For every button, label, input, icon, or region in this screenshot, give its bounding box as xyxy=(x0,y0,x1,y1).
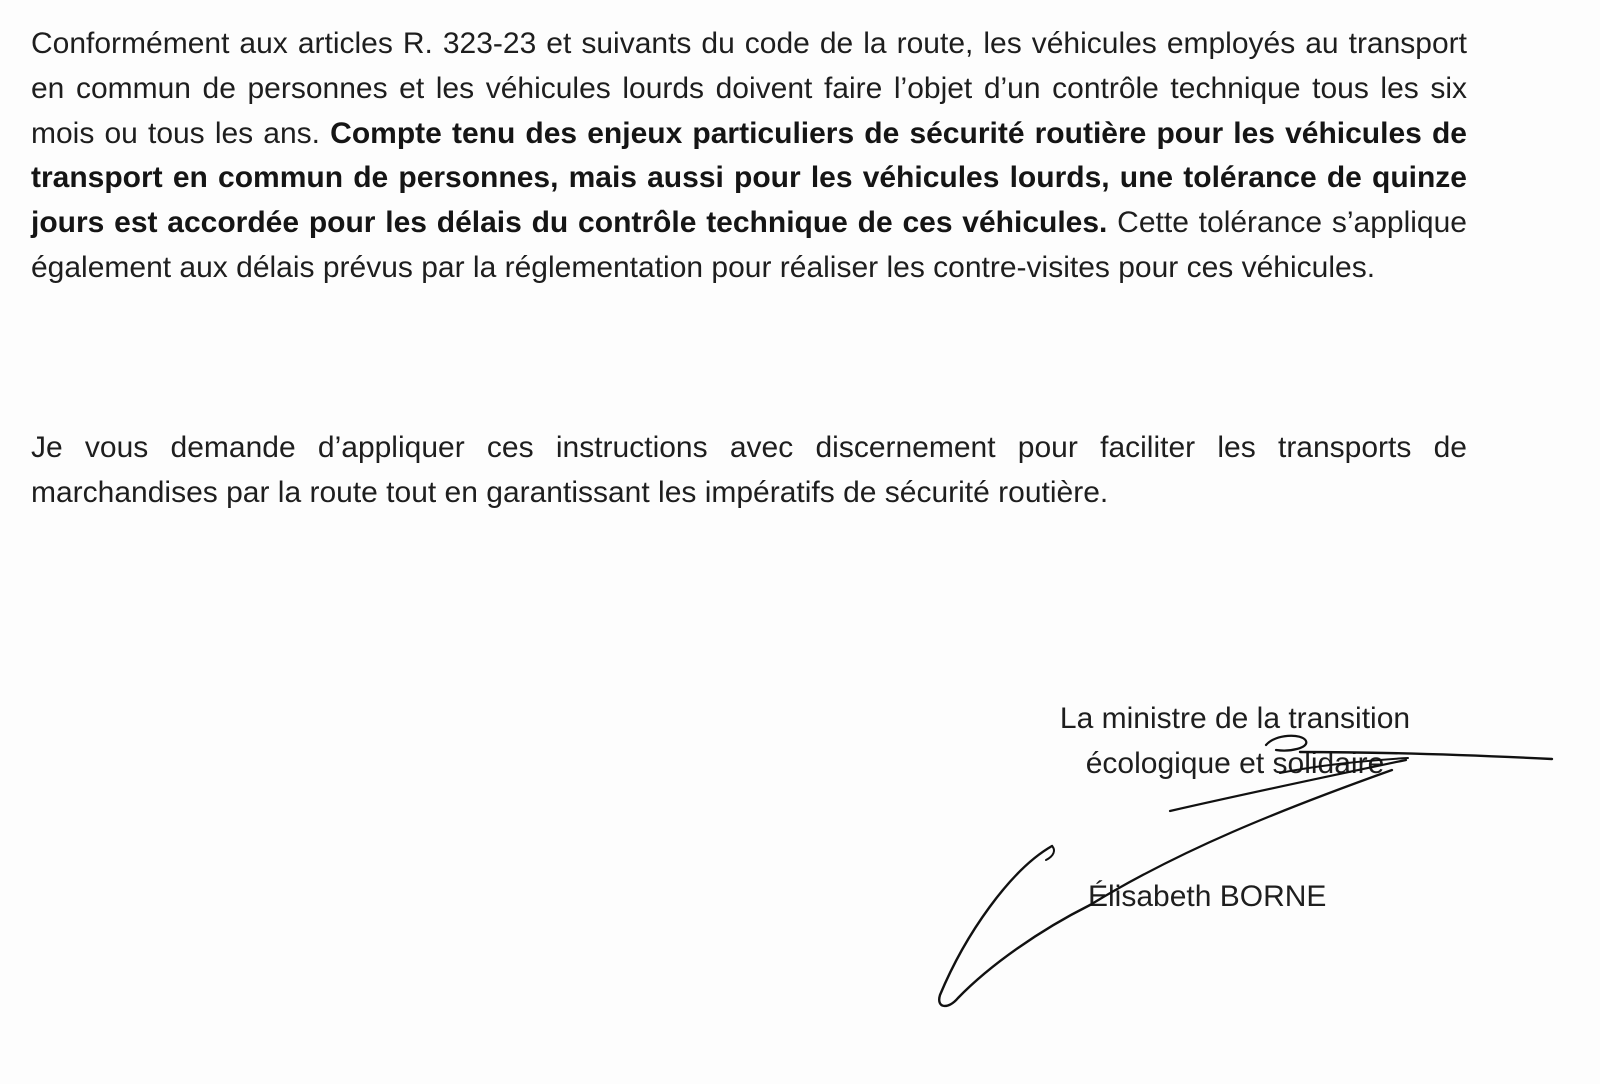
signature-title-line-2: écologique et solidaire xyxy=(1085,747,1385,780)
paragraph-1-bold-statement: Compte tenu des enjeux particuliers de sécurité routière pour les véhicules de transport en commun de personnes, mais aussi pour les véhicules lourds, une tolérance de quinze jours est accordée pour les délais du contrôle technique de ces véhicules. xyxy=(31,116,1467,240)
signature-title-block xyxy=(1000,696,1470,786)
paragraph-instructions: Je vous demande d’appliquer ces instructions avec discernement pour faciliter les transports de marchandises par la route tout en garantissant les impératifs de sécurité routière. xyxy=(31,431,1467,509)
paragraph-1-intro: Conformément aux articles R. 323-23 et suivants du code de la route, les véhicules employés au transport en commun de personnes et les véhicules lourds doivent faire l’objet d’un contrôle technique tous les six mois ou tous les ans. xyxy=(31,27,1467,150)
signature-title-line-1: La ministre de la transition xyxy=(1059,702,1411,735)
signer-name: Élisabeth BORNE xyxy=(1088,880,1327,913)
paragraph-legal-basis xyxy=(31,22,1467,291)
paragraph-1-outro: Cette tolérance s’applique également aux délais prévus par la réglementation pour réaliser les contre-visites pour ces véhicules. xyxy=(31,206,1467,284)
